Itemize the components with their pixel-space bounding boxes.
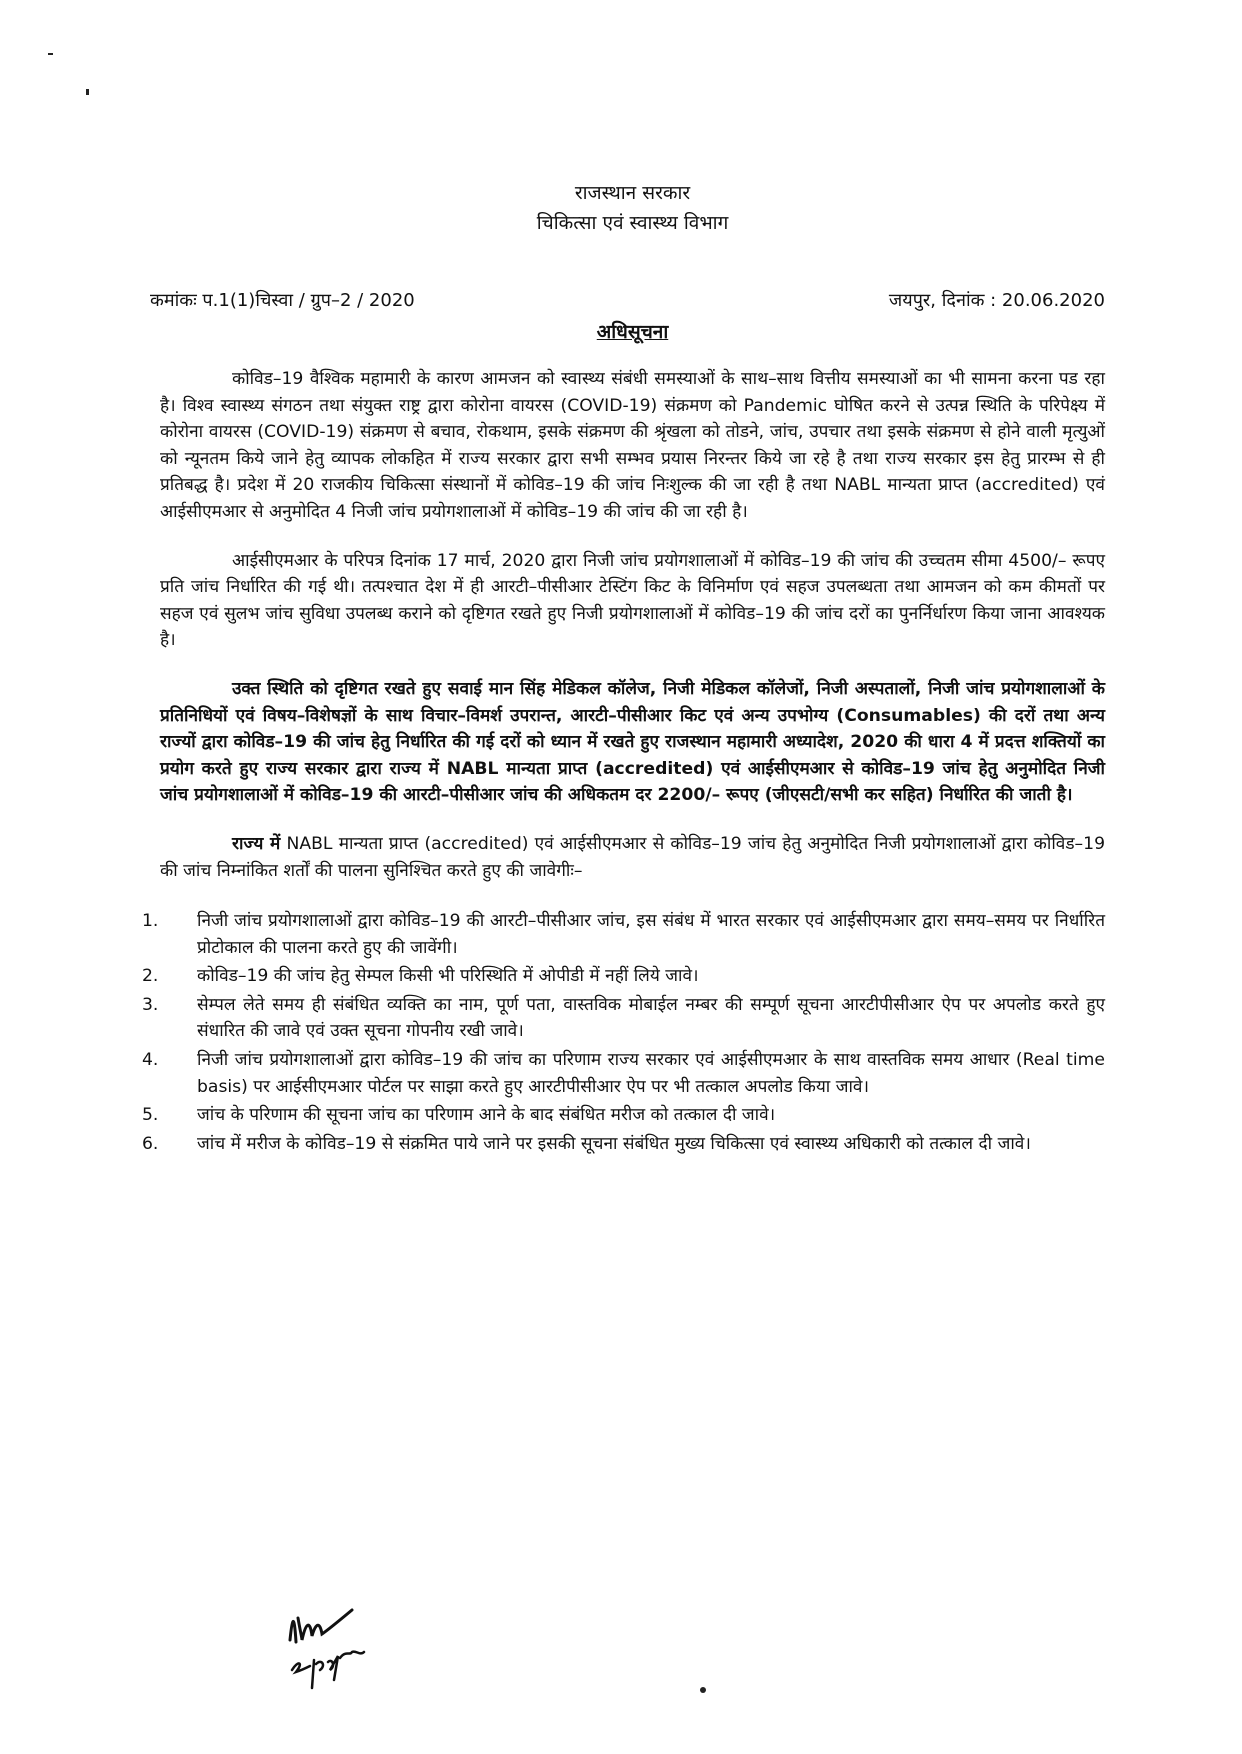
government-name: राजस्थान सरकार bbox=[574, 182, 691, 204]
conditions-intro-rest: NABL मान्यता प्राप्त (accredited) एवं आईसीएमआर से कोविड–19 जांच हेतु अनुमोदित निजी प्रयोगशालाओं द्वारा कोविड–19 की जांच निम्नांकित शर्तों की पालना सुनिश्चित करते हुए की जावेगीः– bbox=[160, 833, 1106, 881]
paragraph-background: कोविड–19 वैश्विक महामारी के कारण आमजन को स्वास्थ्य संबंधी समस्याओं के साथ–साथ वित्तीय समस्याओं का भी सामना करना पड रहा है। विश्व स्वास्थ्य संगठन तथा संयुक्त राष्ट्र द्वारा कोरोना वायरस (COVID-19) संक्रमण को Pandemic घोषित करने से उत्पन्न स्थिति के परिपेक्ष्य में कोरोना वायरस (COVID-19) संक्रमण से बचाव, रोकथाम, इसके संक्रमण की श्रृंखला को तोडने, जांच, उपचार तथा इसके संक्रमण से होने वाली मृत्युओं को न्यूनतम किये जाने हेतु व्यापक लोकहित में राज्य सरकार द्वारा सभी सम्भव प्रयास निरन्तर किये जा रहे है तथा राज्य सरकार इस हेतु प्रारम्भ से ही प्रतिबद्ध है। प्रदेश में 20 राजकीय चिकित्सा संस्थानों में कोविड–19 की जांच निःशुल्क की जा रही है तथा NABL मान्यता प्राप्त (accredited) एवं आईसीएमआर से अनुमोदित 4 निजी जांच प्रयोगशालाओं में कोविड–19 की जांच की जा रही है। bbox=[160, 369, 1105, 522]
condition-item: 4. निजी जांच प्रयोगशालाओं द्वारा कोविड–19 की जांच का परिणाम राज्य सरकार एवं आईसीएमआर के साथ वास्तविक समय आधार (Real time basis) पर आईसीएमआर पोर्टल पर साझा करते हुए आरटीपीसीआर ऐप पर भी तत्काल अपलोड किया जावे। bbox=[142, 1050, 1105, 1097]
conditions-intro-lead: राज्य में bbox=[232, 833, 281, 854]
department-name: चिकित्सा एवं स्वास्थ्य विभाग bbox=[536, 212, 729, 234]
condition-item: 1. निजी जांच प्रयोगशालाओं द्वारा कोविड–19 की आरटी–पीसीआर जांच, इस संबंध में भारत सरकार एवं आईसीएमआर द्वारा समय–समय पर निर्धारित प्रोटोकाल की पालना करते हुए की जावेंगी। bbox=[142, 911, 1105, 958]
condition-item: 2. कोविड–19 की जांच हेतु सेम्पल किसी भी परिस्थिति में ओपीडी में नहीं लिये जावे। bbox=[142, 966, 699, 987]
letterhead bbox=[160, 178, 1105, 238]
paragraph-rate-order: उक्त स्थिति को दृष्टिगत रखते हुए सवाई मान सिंह मेडिकल कॉलेज, निजी मेडिकल कॉलेजों, निजी अस्पतालों, निजी जांच प्रयोगशालाओं के प्रतिनिधियों एवं विषय–विशेषज्ञों के साथ विचार–विमर्श उपरान्त, आरटी–पीसीआर किट एवं अन्य उपभोग्य (Consumables) की दरों तथा अन्य राज्यों द्वारा कोविड–19 की जांच हेतु निर्धारित की गई दरों को ध्यान में रखते हुए राजस्थान महामारी अध्यादेश, 2020 की धारा 4 में प्रदत्त शक्तियों का प्रयोग करते हुए राज्य सरकार द्वारा राज्य में NABL मान्यता प्राप्त (accredited) एवं आईसीएमआर से कोविड–19 जांच हेतु अनुमोदित निजी जांच प्रयोगशालाओं में कोविड–19 की आरटी–पीसीआर जांच की अधिकतम दर 2200/– रूपए (जीएसटी/सभी कर सहित) निर्धारित की जाती है। bbox=[160, 678, 1105, 806]
condition-item: 5. जांच के परिणाम की सूचना जांच का परिणाम आने के बाद संबंधित मरीज को तत्काल दी जावे। bbox=[142, 1105, 776, 1126]
condition-item: 6. जांच में मरीज के कोविड–19 से संक्रमित पाये जाने पर इसकी सूचना संबंधित मुख्य चिकित्सा एवं स्वास्थ्य अधिकारी को तत्काल दी जावे। bbox=[142, 1133, 1031, 1154]
paragraph-icmr-circular: आईसीएमआर के परिपत्र दिनांक 17 मार्च, 2020 द्वारा निजी जांच प्रयोगशालाओं में कोविड–19 की जांच की उच्चतम सीमा 4500/– रूपए प्रति जांच निर्धारित की गई थी। तत्पश्चात देश में ही आरटी–पीसीआर टेस्टिंग किट के विनिर्माण एवं सहज उपलब्धता तथा आमजन को कम कीमतों पर सहज एवं सुलभ जांच सुविधा उपलब्ध कराने को दृष्टिगत रखते हुए निजी प्रयोगशालाओं में कोविड–19 की जांच दरों का पुनर्निर्धारण किया जाना आवश्यक है। bbox=[160, 550, 1105, 651]
condition-item: 3. सेम्पल लेते समय ही संबंधित व्यक्ति का नाम, पूर्ण पता, वास्तविक मोबाईल नम्बर की सम्पूर्ण सूचना आरटीपीसीआर ऐप पर अपलोड करते हुए संधारित की जावे एवं उक्त सूचना गोपनीय रखी जावे। bbox=[142, 994, 1105, 1042]
reference-number: कमांकः प.1(1)चिस्वा / ग्रुप–2 / 2020 bbox=[150, 290, 415, 311]
conditions-intro bbox=[160, 831, 1105, 884]
reference-line bbox=[150, 288, 1105, 314]
document-title: अधिसूचना bbox=[596, 321, 669, 343]
place-date: जयपुर, दिनांक : 20.06.2020 bbox=[888, 290, 1105, 311]
scan-speck bbox=[86, 89, 89, 95]
handwritten-signature bbox=[280, 1600, 420, 1700]
notification-document bbox=[142, 178, 1106, 1159]
scan-speck bbox=[700, 1687, 706, 1693]
conditions-list bbox=[142, 908, 1105, 1157]
scan-speck bbox=[48, 53, 53, 55]
